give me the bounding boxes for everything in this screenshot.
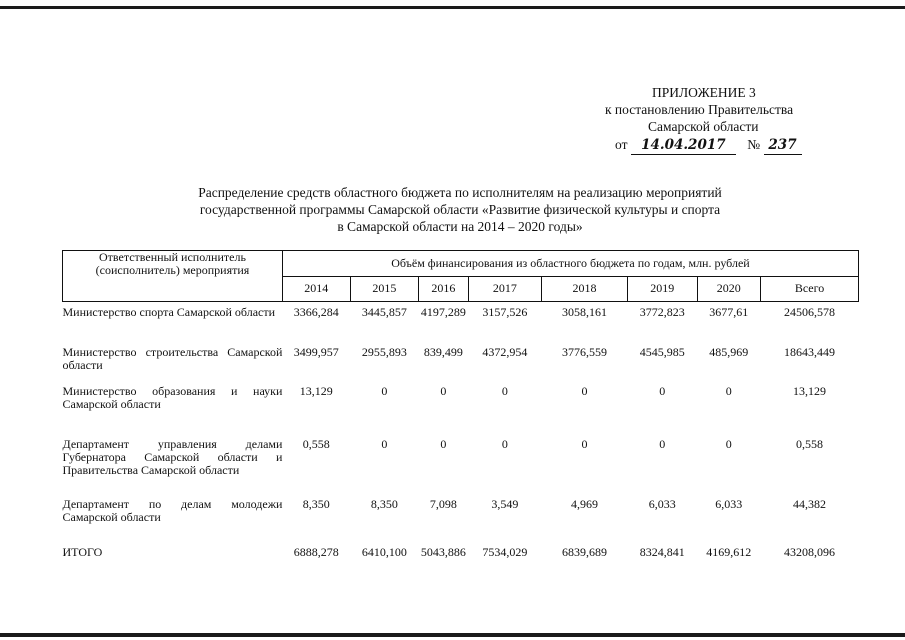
header-year: 2015 xyxy=(350,276,419,302)
scan-border-bottom xyxy=(0,633,905,637)
value-cell: 3445,857 xyxy=(361,305,407,319)
total-label: ИТОГО xyxy=(62,545,103,559)
value-cell: 485,969 xyxy=(709,345,749,359)
value-cell: 0 xyxy=(440,384,447,398)
header-year: 2017 xyxy=(468,276,542,302)
value-cell: 6,033 xyxy=(715,497,743,511)
appendix-region: Самарской области xyxy=(648,119,759,134)
value-cell: 0,558 xyxy=(302,437,330,451)
value-cell: 2955,893 xyxy=(361,345,407,359)
total-cell: 18643,449 xyxy=(784,345,836,359)
appendix-resolution: к постановлению Правительства xyxy=(605,102,794,117)
value-cell: 4545,985 xyxy=(639,345,685,359)
total-cell: 24506,578 xyxy=(784,305,836,319)
header-year: 2014 xyxy=(282,276,350,302)
header-year: 2016 xyxy=(419,276,468,302)
table-row xyxy=(63,434,859,494)
header-year: 2018 xyxy=(542,276,628,302)
value-cell: 3157,526 xyxy=(482,305,528,319)
value-cell: 4197,289 xyxy=(420,305,466,319)
executor-name: Министерство строительства Самарской области xyxy=(62,345,283,372)
value-cell: 13,129 xyxy=(299,384,333,398)
value-cell: 3058,161 xyxy=(562,305,608,319)
appendix-date-number xyxy=(560,136,870,155)
from-label: от xyxy=(615,137,628,152)
value-cell: 8,350 xyxy=(370,497,398,511)
value-cell: 3499,957 xyxy=(293,345,339,359)
table-row-total xyxy=(63,542,859,566)
value-cell: 0 xyxy=(381,437,388,451)
value-cell: 0 xyxy=(581,384,588,398)
total-cell: 43208,096 xyxy=(784,545,836,559)
header-year: 2019 xyxy=(627,276,697,302)
value-cell: 0 xyxy=(501,384,508,398)
value-cell: 4169,612 xyxy=(706,545,752,559)
value-cell: 0 xyxy=(581,437,588,451)
table-row xyxy=(63,302,859,343)
value-cell: 0 xyxy=(501,437,508,451)
value-cell: 6,033 xyxy=(648,497,676,511)
value-cell: 3677,61 xyxy=(709,305,749,319)
executor-name: Министерство образования и науки Самарской области xyxy=(62,384,283,411)
value-cell: 8324,841 xyxy=(639,545,685,559)
appendix-title: ПРИЛОЖЕНИЕ 3 xyxy=(652,85,756,100)
value-cell: 3366,284 xyxy=(293,305,339,319)
value-cell: 0 xyxy=(725,384,732,398)
value-cell: 5043,886 xyxy=(420,545,466,559)
value-cell: 0 xyxy=(659,437,666,451)
value-cell: 0 xyxy=(725,437,732,451)
table-row xyxy=(63,494,859,542)
table-row xyxy=(63,381,859,434)
table-row xyxy=(63,342,859,381)
handwritten-number: 237 xyxy=(764,137,802,155)
number-label: № xyxy=(747,137,761,152)
value-cell: 3772,823 xyxy=(639,305,685,319)
value-cell: 6888,278 xyxy=(293,545,339,559)
total-cell: 44,382 xyxy=(793,497,827,511)
title-line-3: в Самарской области на 2014 – 2020 годы» xyxy=(337,219,583,234)
header-executor: Ответственный исполнитель (соисполнитель) мероприятия xyxy=(63,251,283,302)
value-cell: 3,549 xyxy=(491,497,519,511)
value-cell: 8,350 xyxy=(302,497,330,511)
value-cell: 4372,954 xyxy=(482,345,528,359)
title-line-1: Распределение средств областного бюджета по исполнителям на реализацию мероприятий xyxy=(198,185,722,200)
total-cell: 13,129 xyxy=(793,384,827,398)
value-cell: 839,499 xyxy=(423,345,463,359)
header-total: Всего xyxy=(761,276,859,302)
value-cell: 6839,689 xyxy=(562,545,608,559)
title-line-2: государственной программы Самарской области «Развитие физической культуры и спорта xyxy=(199,202,721,217)
value-cell: 0 xyxy=(659,384,666,398)
handwritten-date: 14.04.2017 xyxy=(631,137,736,155)
funding-table xyxy=(62,250,859,566)
executor-name: Министерство спорта Самарской области xyxy=(62,305,276,319)
header-volume: Объём финансирования из областного бюджета по годам, млн. рублей xyxy=(282,251,858,277)
executor-name: Департамент по делам молодежи Самарской области xyxy=(62,497,283,524)
appendix-block xyxy=(560,84,870,155)
value-cell: 0 xyxy=(440,437,447,451)
executor-name: Департамент управления делами Губернатора Самарской области и Правительства Самарской области xyxy=(62,437,283,477)
value-cell: 4,969 xyxy=(571,497,599,511)
value-cell: 7534,029 xyxy=(482,545,528,559)
value-cell: 6410,100 xyxy=(361,545,407,559)
header-year: 2020 xyxy=(697,276,761,302)
scan-border-top xyxy=(0,6,905,9)
value-cell: 3776,559 xyxy=(562,345,608,359)
total-cell: 0,558 xyxy=(796,437,824,451)
document-title xyxy=(110,184,810,235)
value-cell: 0 xyxy=(381,384,388,398)
value-cell: 7,098 xyxy=(429,497,457,511)
